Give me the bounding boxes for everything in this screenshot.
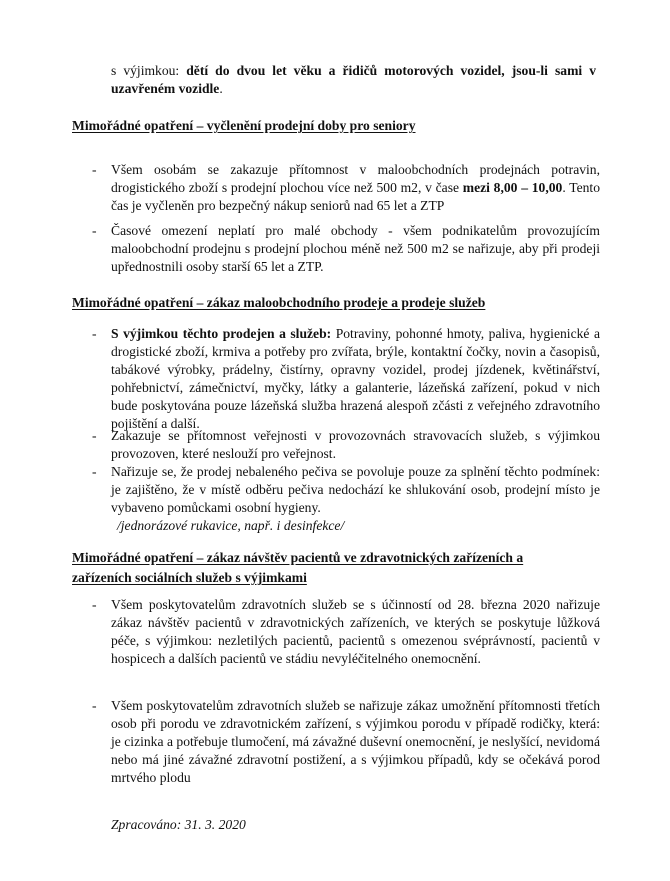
list-item: [76, 596, 600, 668]
list-item: [76, 697, 600, 787]
text-run: . Tento čas je vyčleněn pro bezpečný nákup seniorů nad 65 let a ZTP: [111, 180, 600, 213]
bold-lead: S výjimkou těchto prodejen a služeb:: [111, 326, 336, 341]
list-item-text: [111, 463, 600, 535]
list-dash: -: [92, 464, 97, 479]
intro-paragraph: [111, 62, 596, 98]
list-dash: -: [92, 597, 97, 612]
list-item-text: [111, 596, 600, 668]
list-item: [76, 222, 600, 276]
intro-suffix: .: [219, 81, 223, 96]
list-dash: -: [92, 162, 97, 177]
list-item-text: [111, 222, 600, 276]
section-heading-retail-ban: Mimořádné opatření – zákaz maloobchodního prodeje a prodeje služeb: [72, 295, 486, 310]
section-heading-visits-ban: Mimořádné opatření – zákaz návštěv pacientů ve zdravotnických zařízeních a zařízeních sociálních služeb s výjimkami: [72, 550, 524, 585]
hygiene-note: /jednorázové rukavice, např. i desinfekce/: [117, 518, 345, 533]
list-dash: -: [92, 223, 97, 238]
footer-processed-date: Zpracováno: 31. 3. 2020: [111, 817, 246, 832]
list-dash: -: [92, 428, 97, 443]
list-item: [76, 325, 600, 433]
section-heading-seniors: Mimořádné opatření – vyčlenění prodejní doby pro seniory: [72, 118, 416, 133]
list-dash: -: [92, 326, 97, 341]
text-run: Všem poskytovatelům zdravotních služeb se nařizuje zákaz umožnění přítomnosti třetích osob při porodu ve zdravotnickém zařízení, s výjimkou porodu v případě rodičky, která: je cizinka a potřebuje tlumočení, má závažné duševní onemocnění, je neslyšící, nevidomá nebo má jiné závažné zdravotní postižení, a s výjimkou případů, kdy se očekává porod mrtvého plodu: [111, 698, 600, 785]
list-item-text: [111, 325, 600, 433]
text-run: Všem osobám se zakazuje přítomnost v maloobchodních prodejnách potravin, drogistického zboží s prodejní plochou více než 500 m2, v čase: [111, 162, 600, 195]
text-run: Zakazuje se přítomnost veřejnosti v provozovnách stravovacích služeb, s výjimkou provozoven, které neslouží pro veřejnost.: [111, 428, 600, 461]
list-item: [76, 427, 600, 463]
list-dash: -: [92, 698, 97, 713]
list-item: [76, 161, 600, 215]
list-item-text: [111, 697, 600, 787]
list-item: [76, 463, 600, 535]
text-run: Potraviny, pohonné hmoty, paliva, hygienické a drogistické zboží, krmiva a potřeby pro zvířata, brýle, kontaktní čočky, novin a časopisů, tabákové výrobky, prádelny, čistírny, opravny vozidel, prodej jízdenek, květinářství, pohřebnictví, zámečnictví, myčky, látky a galanterie, lázeňská zařízení, pokud v nich bude poskytována pouze lázeňská služba hrazená alespoň zčásti z veřejného zdravotního pojištění a další.: [111, 326, 600, 431]
list-item-text: [111, 427, 600, 463]
intro-prefix: s výjimkou:: [111, 63, 187, 78]
list-item-text: [111, 161, 600, 215]
text-run: Časové omezení neplatí pro malé obchody - všem podnikatelům provozujícím maloobchodní prodejnu s prodejní plochou méně než 500 m2 se nařizuje, aby při prodeji upřednostnili osoby starší 65 let a ZTP.: [111, 223, 600, 274]
intro-bold: dětí do dvou let věku a řidičů motorových vozidel, jsou-li sami v uzavřeném vozidle: [111, 63, 596, 96]
text-run: Nařizuje se, že prodej nebaleného pečiva se povoluje pouze za splnění těchto podmínek: je zajištěno, že v místě odběru pečiva nedochází ke shlukování osob, prodejní místo je vybaveno pomůckami osobní hygieny.: [111, 464, 600, 515]
text-run: Všem poskytovatelům zdravotních služeb se s účinností od 28. března 2020 nařizuje zákaz návštěv pacientů v zdravotnických zařízeních, ve kterých se poskytuje lůžková péče, s výjimkou: nezletilých pacientů, pacientů s omezenou svéprávností, pacientů v hospicech a dalších pacientů ve stádiu nevyléčitelného onemocnění.: [111, 597, 600, 666]
bold-time: mezi 8,00 – 10,00: [462, 180, 563, 195]
